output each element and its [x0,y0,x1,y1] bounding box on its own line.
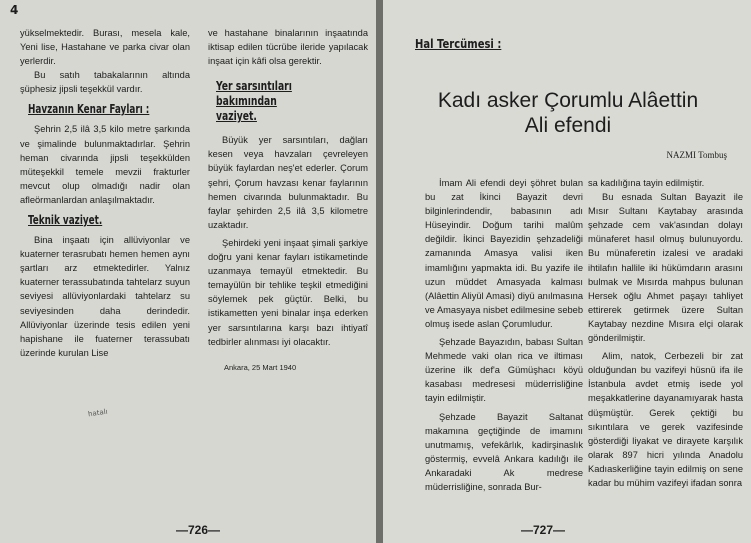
article-title-line-1: Kadı asker Çorumlu Alâettin [437,89,699,112]
handwritten-margin-note: hatalı [87,407,109,419]
left-column-1 [20,26,190,360]
paragraph: yükselmektedir. Burası, mesela kale, Yeni lise, Hastahane ve parka civar olan yerlerdir. [20,28,190,67]
paragraph: Şehrin 2,5 ilâ 3,5 kilo metre şarkında ve şimalinde bulunmaktadırlar. Şehrin heman civarında jipsli teşekkülden müteşekkil temele mevzii frakturler mevcut olup olmadığı nadir olan afleörmanlardan anlaşılmaktadır. [20,124,190,205]
left-column-2 [208,26,368,375]
paragraph: Şehirdeki yeni inşaat şimali şarkiye doğru yani kenar fayları istikametinde uzanmaya temayül etmektedir. Bu temayülün bir tehlike teşkil etmediğini söylemek pek güçtür. Belki, bu istikametten yeni binalar inşa ederken yer sarsıntılarına karşı bazı ihtiyatî tedbirler alınması iyi olacaktır. [208,237,368,347]
page-number-bottom: —727— [521,523,566,537]
dateline: Ankara, 25 Mart 1940 [224,362,297,372]
paragraph: Alim, natok, Cerbezeli bir zat olduğundan bu vazifeyi hüsnü ifa ile İstanbula avdet etmiş isede yol meşakkatlerine dayanamıyarak hasta düşmüştür. Gerek çektiği bu sıkıntılara ve gerek vazifesinde gösterdiği liyakat ve dirayete karşılık olarak 897 hicri yılında Anadolu Kadıaskerliğine tayin edilmiş on sene kadar bu mühim vazifeyi ifadan sonra [588,351,743,488]
book-gutter [376,0,383,543]
author-name: NAZMI Tombuş [666,150,727,160]
paragraph: ve hastahane binalarının inşaatında iktisap edilen tücrübe ileride yapılacak inşaat için kâfi olsa gerektir. [208,28,368,67]
right-column-2 [588,176,743,490]
paragraph: sa kadılığına tayin edilmiştir. [588,178,705,188]
right-column-1 [425,176,583,494]
paragraph: Bu esnada Sultan Bayazit ile Mısır Sultanı Kaytabay arasında şehzade cem vak'asından dolayı münaferet hasıl olmuş bulunuyordu. Bu münaferetin izalesi ve aradaki ihtilafın hallile iki hükümdarın arasını bulmak ve Mısırda mahpus bulunan Hersek oğlu Ahmet paşayı tahliyet ettirerek getirmek üzere Sultan Kaytabay nezdine Mısıra elçi olarak gönderilmiştir. [588,192,743,344]
paragraph: Bu satıh tabakalarının altında şüphesiz jipsli teşekkül vardır. [20,70,190,95]
paragraph: Büyük yer sarsıntıları, dağları kesen veya havzaları çevreleyen büyük faylardan neş'et ederler. Çorum şehri, Çorum havzası kenar faylarının hemen civarında bulunmaktadır. Bu faylar şehirden 2,5 ilâ 3,5 kilometre uzaktadır. [208,135,368,230]
right-page [383,0,751,543]
section-title: Hal Tercümesi : [415,36,502,51]
paragraph: Şehzade Bayazit Saltanat makamına geçtiğinde de imamını unutmamış, vefekârlık, kadirşinaslık göstermiş, evvelâ Ankara kadılığı ile Ankaradaki Ak medrese müderrisliğine, sonrada Bur- [425,411,583,492]
paragraph: İmam Ali efendi deyi şöhret bulan bu zat İkinci Bayazit devri bilginlerindendir, babasının adı Hüseyindir. Doğum tarihi malûm değildir. İkinci Bayezidin şehzadeliği zamanında Amasya valisi iken imamlığını yapmakta idi. Bu yazife ile uzun müddet Amasyada kalması (Alâettin Aliyül Amasi) diyü anılmasına ve Amasyaya nisbet edilmesine sebeb olmuş isede aslan Çorumludur. [425,178,583,329]
heading-kenar-faylari: Havzanın Kenar Fayları : [28,102,150,117]
article-title [403,88,733,138]
page-number-bottom: —726— [176,523,221,537]
paragraph: Şehzade Bayazıdın, babası Sultan Mehmede vaki olan rica ve iltiması üzerine ilk def'a Gümüşhacı köyü kasabası medresesi müderrisliğine tayin edilmiştir. [425,337,583,404]
page-number-top: 4 [10,3,19,17]
article-title-line-2: Ali efendi [524,114,612,137]
heading-teknik-vaziyet: Teknik vaziyet. [28,213,103,228]
paragraph: Bina inşaatı için allüviyonlar ve kuaterner terasrubatı hemen hemen aynı şartları arz etmektedirler. Yalnız kuaterner terassubatında tahtelarz suyun seviyesi allüviyonlardaki tahtelarz su seviyesinden daha derindedir. Allüviyonlar üzerinde tesis edilen yeni hapishane ile fuaterner terassubatı üzerinde kurulan Lise [20,235,190,358]
heading-yer-sarsintilari: Yer sarsıntıları bakımından vaziyet. [216,78,292,124]
